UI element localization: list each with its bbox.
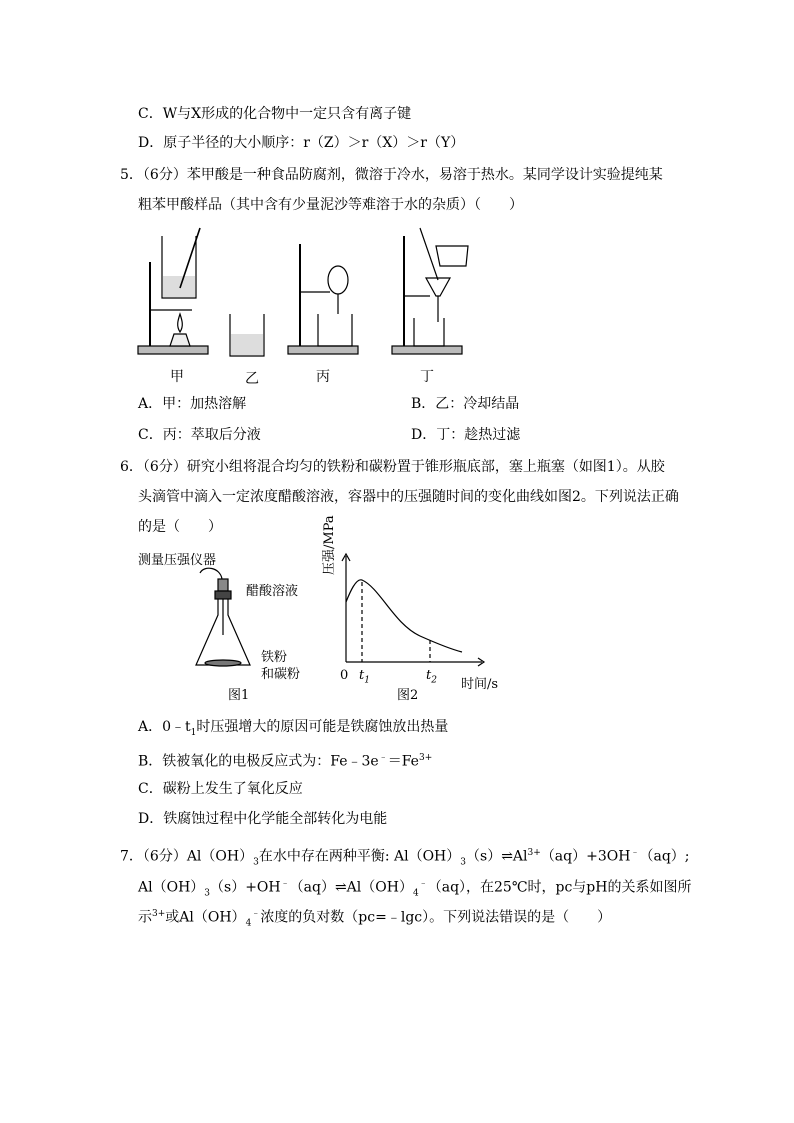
q6-stem-line3: 的是（ ） (138, 519, 222, 535)
q6-pressure-plot (320, 552, 490, 672)
fig2-ylabel: 压强/MPa (322, 515, 337, 575)
fig1-label-acid: 醋酸溶液 (246, 584, 299, 599)
fig1-label-powder1: 铁粉 (261, 650, 288, 665)
q5-option-d: D．丁：趁热过滤 (411, 427, 521, 443)
fig2-t1-label: $t_1$ (359, 668, 370, 686)
fig1-label-meter: 测量压强仪器 (138, 553, 217, 568)
q5-stem-line2: 粗苯甲酸样品（其中含有少量泥沙等难溶于水的杂质）（ ） (138, 197, 523, 213)
q6-option-c: C．碳粉上发生了氧化反应 (138, 781, 303, 797)
apparatus-jia (138, 228, 208, 354)
q5-apparatus-figure (130, 222, 470, 362)
q7-stem-line3: 示$^{3+}$或$Al(OH)_4^﹣$浓度的负对数（pc=﹣lgc）。下列说法错误的是（ ） (138, 909, 612, 929)
fig-label-jia: 甲 (170, 369, 184, 385)
fig-label-yi: 乙 (245, 371, 259, 387)
pressure-curve (346, 580, 462, 652)
q6-stem-line1: 6．（6分）研究小组将混合均匀的铁粉和碳粉置于锥形瓶底部，塞上瓶塞（如图1）。从胶 (120, 459, 665, 475)
q5-option-a: A．甲：加热溶解 (138, 396, 247, 412)
fig2-t2-label: $t_2$ (426, 668, 437, 686)
apparatus-bing (288, 244, 358, 354)
q5-stem-line1: 5．（6分）苯甲酸是一种食品防腐剂，微溶于冷水，易溶于热水。某同学设计实验提纯某 (120, 167, 663, 183)
q7-stem-line1: 7．（6分）$Al(OH)_3$在水中存在两种平衡: $Al(OH)_3(s)\rightleftharpoons Al^{3+}(aq)+3OH^﹣(aq)$; (120, 848, 690, 868)
q6-stem-line2: 头滴管中滴入一定浓度醋酸溶液，容器中的压强随时间的变化曲线如图2。下列说法正确 (138, 489, 679, 505)
q5-option-c: C．丙：萃取后分液 (138, 427, 261, 443)
q5-option-b: B．乙：冷却结晶 (411, 396, 520, 412)
apparatus-yi (230, 314, 264, 356)
fig2-caption: 图2 (397, 688, 419, 703)
q7-stem-line2: $Al(OH)_3(s)+OH^﹣(aq)\rightleftharpoons Al(OH)_4^﹣(aq)$，在25℃时，pc与pH的关系如图所 (138, 879, 692, 899)
fig1-caption: 图1 (228, 688, 250, 703)
q4-option-c: C．W与X形成的化合物中一定只含有离子键 (138, 106, 412, 122)
q6-option-a: A．$0﹣t_1$时压强增大的原因可能是铁腐蚀放出热量 (138, 719, 449, 738)
fig1-label-powder2: 和碳粉 (261, 667, 301, 682)
fig2-xlabel: 时间/s (461, 677, 499, 692)
apparatus-ding (392, 228, 468, 354)
q4-option-d: D．原子半径的大小顺序：r（Z）＞r（X）＞r（Y） (138, 135, 465, 151)
q6-option-d: D．铁腐蚀过程中化学能全部转化为电能 (138, 811, 388, 827)
fig2-origin: 0 (340, 668, 349, 683)
fig-label-bing: 丙 (316, 369, 330, 385)
fig-label-ding: 丁 (420, 369, 434, 385)
q6-option-b: B．铁被氧化的电极反应式为：$Fe﹣3e^﹣=Fe^{3+}$ (138, 753, 433, 770)
